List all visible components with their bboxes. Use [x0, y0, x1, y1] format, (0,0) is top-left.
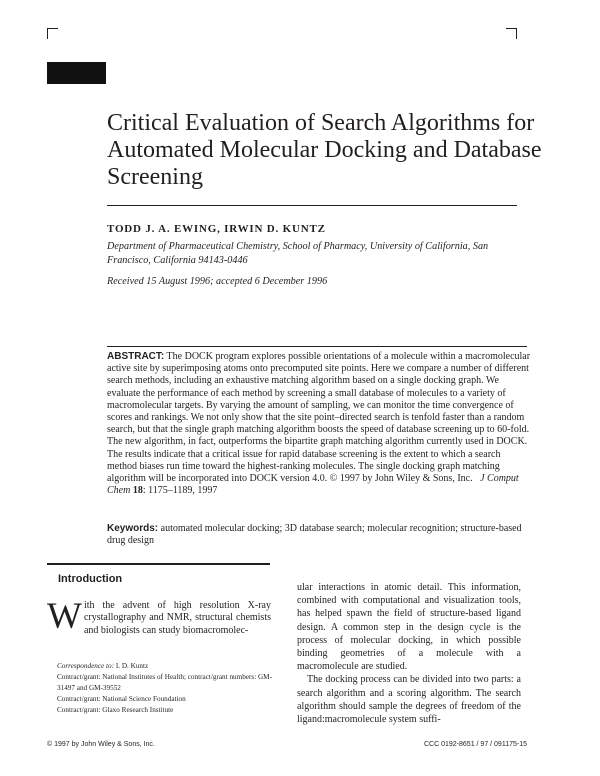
body-paragraph-2: The docking process can be divided into two parts: a search algorithm and a scoring algorithm. The search algorithm should sample the degrees of freedom of the ligand:macromolecule system suffi-: [297, 674, 521, 726]
paper-title: Critical Evaluation of Search Algorithms for Automated Molecular Docking and Database Screening: [107, 110, 542, 190]
correspondence-name: I. D. Kuntz: [115, 662, 149, 670]
intro-text: ith the advent of high resolution X-ray crystallography and NMR, structural chemists and biologists can study biomacromolec-: [83, 600, 271, 636]
correspondence-label: Correspondence to:: [57, 662, 115, 670]
keywords-text: automated molecular docking; 3D database search; molecular recognition; structure-based drug design: [107, 523, 522, 547]
author-list: TODD J. A. EWING, IRWIN D. KUNTZ: [107, 223, 326, 235]
footer-copyright: © 1997 by John Wiley & Sons, Inc.: [47, 741, 155, 748]
crop-mark-top-left-h: [47, 28, 58, 29]
footnote-grant-2: Contract/grant: National Science Foundation: [57, 695, 186, 703]
abstract-copyright: © 1997 by John Wiley & Sons, Inc.: [329, 473, 473, 485]
abstract: [107, 351, 532, 497]
footnote-correspondence: [47, 661, 272, 672]
intro-paragraph: [47, 596, 271, 637]
abstract-divider: [107, 346, 527, 347]
section-heading-introduction: Introduction: [58, 573, 123, 585]
crop-mark-top-left-v: [47, 28, 48, 39]
journal-name: J Comput Chem: [107, 473, 519, 497]
footnotes: [47, 661, 272, 716]
keywords: [107, 523, 532, 547]
drop-cap: W: [47, 596, 82, 637]
abstract-text: The DOCK program explores possible orientations of a molecule within a macromolecular active site by superimposing atoms onto precomputed site points. Here we compare a number of different search methods, including an exhaustive matching algorithm based on a single docking graph. We evaluate the performance of each method by screening a small database of molecules to a variety of macromolecular targets. By varying the amount of sampling, we can monitor the time convergence of scores and rankings. We not only show that the site point–directed search is tenfold faster than a random search, but that the single graph matching algorithm boosts the speed of database screening up to 60-fold. The new algorithm, in fact, outperforms the bipartite graph matching algorithm currently used in DOCK. The results indicate that a critical issue for rapid database screening is the extent to which a search method biases run time toward the highest-ranking molecules. The single docking graph matching algorithm will be incorporated into DOCK version 4.0.: [107, 351, 531, 485]
crop-mark-top-right-v: [516, 28, 517, 39]
abstract-label: ABSTRACT:: [107, 351, 165, 362]
received-dates: Received 15 August 1996; accepted 6 December 1996: [107, 276, 328, 287]
section-marker-block: [47, 62, 106, 84]
affiliation: Department of Pharmaceutical Chemistry, School of Pharmacy, University of California, San Francisco, California 94143-0446: [107, 241, 489, 266]
footer-ccc-code: CCC 0192-8651 / 97 / 091175-15: [424, 741, 527, 748]
keywords-label: Keywords:: [107, 523, 159, 534]
journal-pages: : 1175–1189, 1997: [142, 485, 218, 497]
right-column: [297, 581, 521, 726]
footnote-grant-3: Contract/grant: Glaxo Research Institute: [57, 706, 174, 714]
title-divider: [107, 205, 517, 206]
footnote-grant-1: Contract/grant: National Institutes of Health; contract/grant numbers: GM-31497 and GM-39552: [57, 673, 272, 692]
journal-volume: 18: [132, 485, 143, 497]
body-paragraph-1: ular interactions in atomic detail. This information, combined with computational and visualization tools, has helped spawn the field of structure-based ligand design. A common step in the design cycle is the process of molecular docking, in which possible binding geometries of a molecule with a macromolecule are studied.: [297, 582, 521, 673]
intro-divider: [47, 563, 270, 565]
